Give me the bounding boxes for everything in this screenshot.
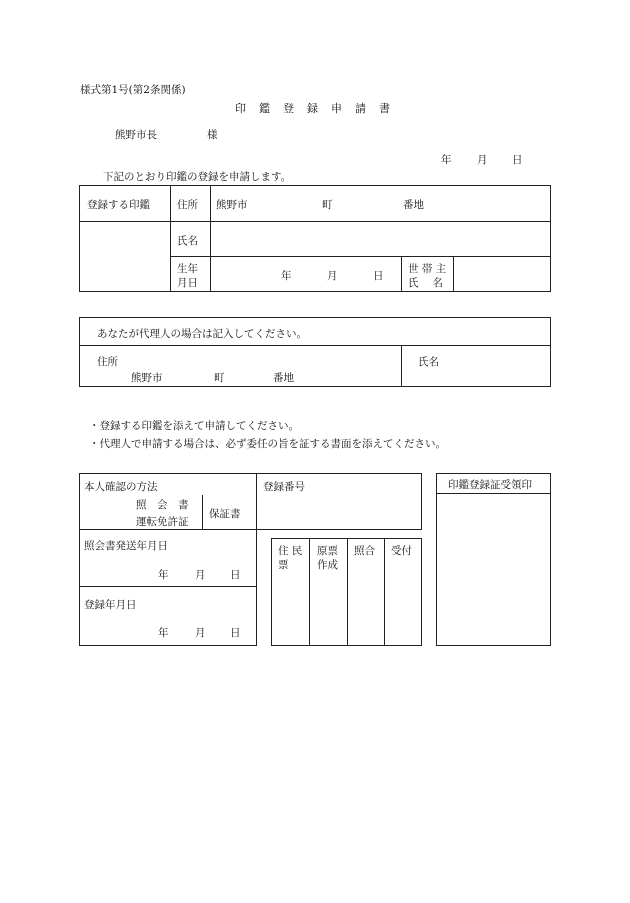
address-banchi: 番地 [403,199,424,211]
reg-date-label: 登録年月日 [84,599,137,611]
seal-label: 登録する印鑑 [87,199,150,211]
agent-address-field[interactable] [80,346,400,386]
address-city: 熊野市 [216,199,248,211]
col-resident-2: 票 [278,559,289,571]
seal-impression-area[interactable] [80,222,169,255]
id-method-label: 本人確認の方法 [84,481,158,493]
reg-date-year: 年 [158,627,169,639]
address-field[interactable] [211,186,550,220]
col-resident-1: 住 民 [278,545,303,557]
reg-date-month: 月 [195,627,206,639]
cert-receipt-box[interactable] [436,473,551,646]
inquiry-date-month: 月 [195,569,206,581]
id-license-label[interactable]: 運転免許証 [136,516,189,528]
date-day[interactable]: 日 [512,154,523,166]
id-inquiry-label[interactable]: 照 会 書 [136,499,189,511]
householder-label-2: 氏 名 [408,277,443,289]
inquiry-date-label: 照会書発送年月日 [84,540,168,552]
page-title: 印 鑑 登 録 申 請 書 [235,102,391,115]
addressee-mayor: 熊野市長 [115,129,157,141]
birth-day: 日 [373,270,384,282]
reg-number-label: 登録番号 [263,481,305,493]
name-field[interactable] [211,222,550,255]
col-original-2: 作成 [317,559,338,571]
agent-town: 町 [214,372,225,384]
agent-heading: あなたが代理人の場合は記入してください。 [97,328,307,340]
householder-field[interactable] [454,257,550,291]
agent-name-field[interactable] [402,346,550,386]
inquiry-date-year: 年 [158,569,169,581]
agent-city: 熊野市 [131,372,163,384]
col-original-1: 原票 [317,545,338,557]
col-check: 照合 [354,545,375,557]
name-label: 氏名 [177,235,198,247]
date-month[interactable]: 月 [477,154,488,166]
col-receipt: 受付 [391,545,412,557]
note-1: ・登録する印鑑を添えて申請してください。 [89,420,299,432]
agent-address-label: 住所 [97,356,118,368]
cert-receipt-label: 印鑑登録証受領印 [448,479,532,491]
addressee-honorific: 様 [207,129,218,141]
address-label: 住所 [177,199,198,211]
reg-date-day: 日 [230,627,241,639]
householder-label-1: 世 帯 主 [408,263,447,275]
note-2: ・代理人で申請する場合は、必ず委任の旨を証する書面を添えてください。 [89,438,446,450]
date-year[interactable]: 年 [441,154,452,166]
birth-label-2: 月日 [177,277,198,289]
birth-year: 年 [281,270,292,282]
inquiry-date-day: 日 [230,569,241,581]
agent-name-label: 氏名 [418,356,439,368]
id-guarantee-label[interactable]: 保証書 [209,508,241,520]
address-town: 町 [322,199,333,211]
agent-banchi: 番地 [273,372,294,384]
birth-month: 月 [327,270,338,282]
birth-label-1: 生年 [177,263,198,275]
form-number: 様式第1号(第2条関係) [80,84,186,96]
intro-text: 下記のとおり印鑑の登録を申請します。 [103,171,292,183]
